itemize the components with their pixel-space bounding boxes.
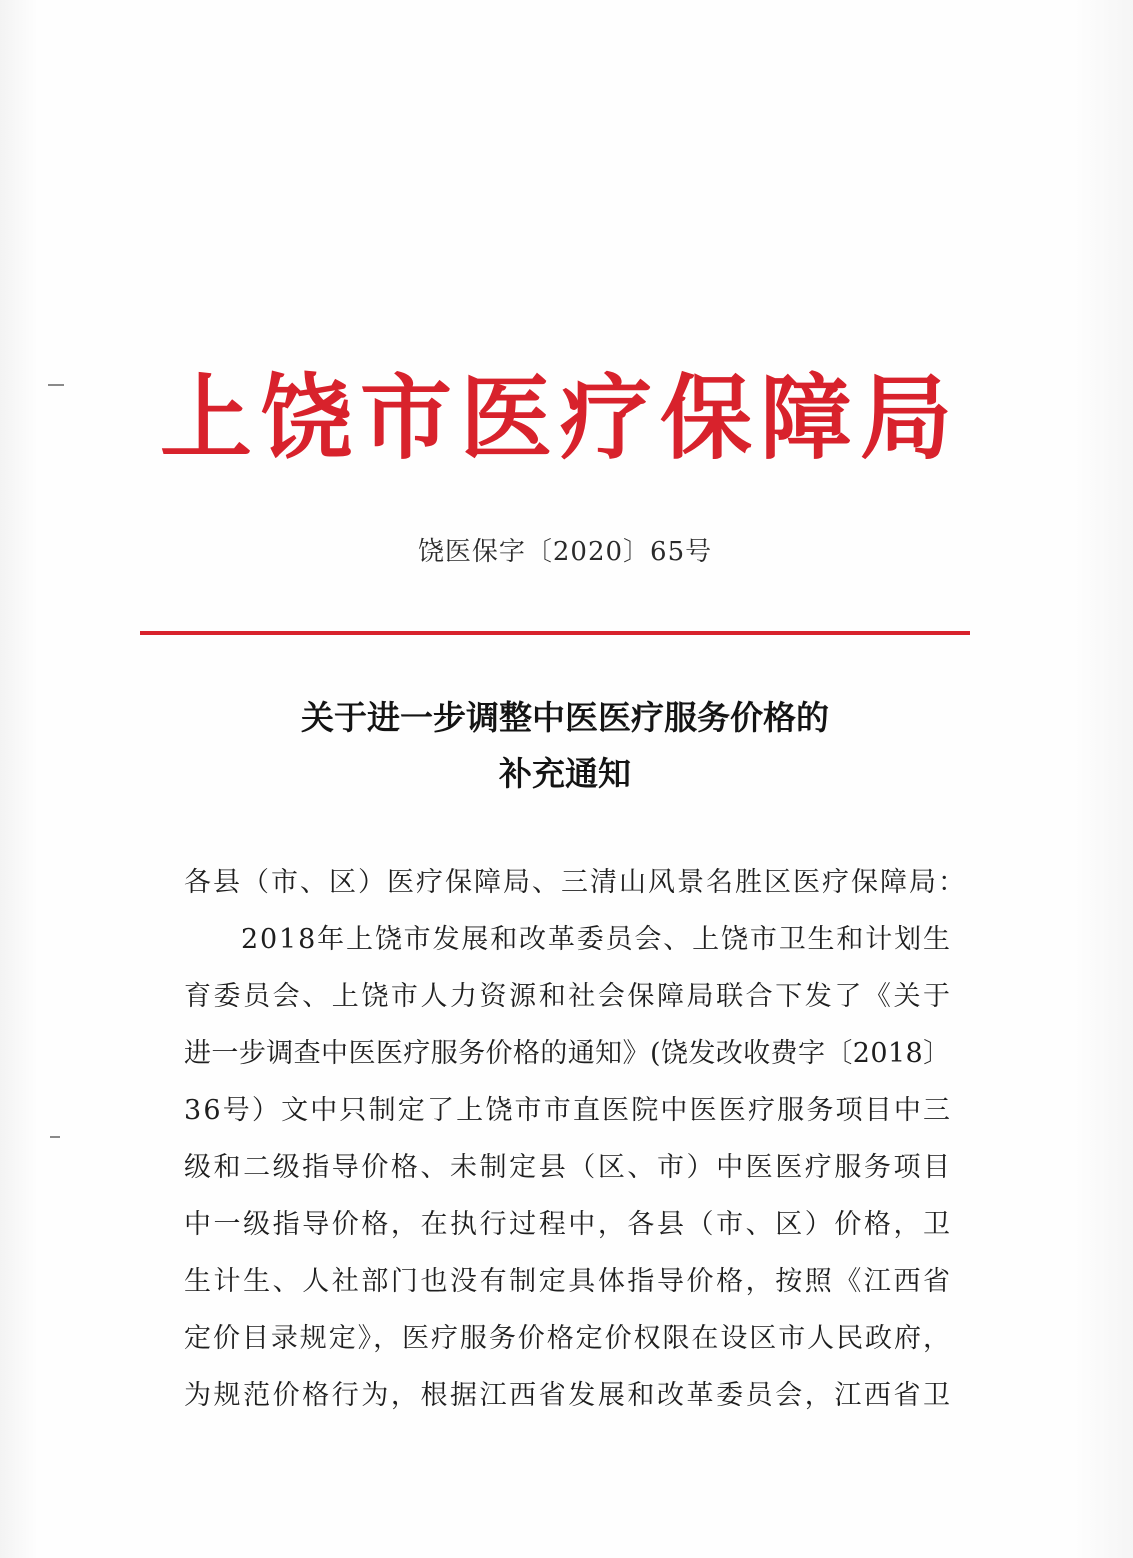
body-line <box>184 1082 953 1139</box>
body-line <box>184 1139 953 1196</box>
salutation-line <box>184 854 967 911</box>
document-title <box>140 690 990 802</box>
body-line <box>184 911 950 968</box>
body-line-text: 生计生、人社部门也没有制定具体指导价格，按照《江西省 <box>184 1266 953 1297</box>
body-line-text: 定价目录规定》，医疗服务价格定价权限在设区市人民政府， <box>184 1323 952 1354</box>
body-line <box>184 1196 953 1253</box>
body-line <box>184 1310 950 1367</box>
body-line <box>184 1367 953 1424</box>
letterhead-org-name: 上饶市医疗保障局 <box>160 364 961 472</box>
scan-speck <box>50 1136 60 1138</box>
body-line <box>184 1025 950 1082</box>
title-line-2: 补充通知 <box>499 754 631 793</box>
body-line <box>184 968 953 1025</box>
body-line-text: 进一步调查中医医疗服务价格的通知》(饶发改收费字〔2018〕 <box>184 1038 951 1069</box>
document-body <box>184 854 967 1424</box>
title-line-1: 关于进一步调整中医医疗服务价格的 <box>301 698 829 737</box>
body-line-text: 中一级指导价格，在执行过程中，各县（市、区）价格，卫 <box>184 1209 953 1240</box>
letterhead-red-rule <box>140 631 970 635</box>
body-line-text: 36号）文中只制定了上饶市市直医院中医医疗服务项目中三 <box>184 1095 953 1126</box>
scan-edge-shadow-left <box>0 0 38 1558</box>
document-number: 饶医保字〔2020〕65号 <box>417 537 713 567</box>
body-line-text: 育委员会、上饶市人力资源和社会保障局联合下发了《关于 <box>184 981 953 1012</box>
scan-edge-shadow-right <box>1073 0 1133 1558</box>
scan-speck <box>48 384 64 386</box>
body-line-text: 为规范价格行为，根据江西省发展和改革委员会，江西省卫 <box>184 1380 953 1411</box>
salutation: 各县（市、区）医疗保障局、三清山风景名胜区医疗保障局： <box>184 867 967 898</box>
body-line-text: 级和二级指导价格、未制定县（区、市）中医医疗服务项目 <box>184 1152 953 1183</box>
body-line-text: 2018年上饶市发展和改革委员会、上饶市卫生和计划生 <box>241 924 952 955</box>
body-line <box>184 1253 953 1310</box>
